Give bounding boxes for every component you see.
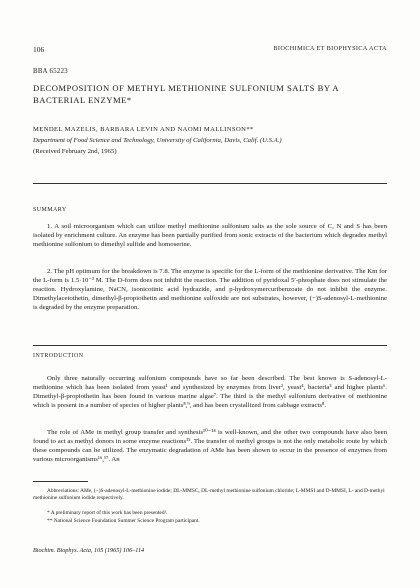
footnote-abbreviations: Abbreviations: AMe, (−)S-adenosyl-L-methionine iodide; DL-MMSC, DL-methyl methionine sulfonium chloride; L-MMSI and D-MMSI, L- and D-methyl methionine sulfonium iodide respectively. xyxy=(33,488,385,501)
received-date: (Received February 2nd, 1965) xyxy=(33,148,117,155)
summary-item: 2. The pH optimum for the breakdown is 7.8. The enzyme is specific for the L-form of the methionine derivative. The Km for the L-form is 1.5·10⁻³ M. The D-form does not inhibit the reaction. The addition of pyridoxal 5′-phosphate does not stimulate the reaction. Hydroxylamine, NaCN, isonicotinic acid hydrazide, and p-hydroxymercuribenzoate do not inhibit the enzyme. Dimethylacetothetin, dimethyl-β-propiothetin and methionine sulfoxide are not substrates, however, (−)S-adenosyl-L-methionine is degraded by the enzyme preparation. xyxy=(33,268,387,311)
introduction-paragraph: The role of AMe in methyl group transfer and synthesis¹⁰⁻¹⁴ is well-known, and the other two compounds have also been found to act as methyl donors in some enzyme reactions¹⁵. The transfer of methyl groups is not the only metabolic route by which these compounds can be utilized. The enzymatic degradation of AMe has been shown to occur in the presence of enzymes from various microorganisms¹⁶,¹⁷. An xyxy=(33,429,387,463)
introduction-heading: INTRODUCTION xyxy=(33,353,84,359)
footnote-rule xyxy=(33,481,88,482)
article-authors: MENDEL MAZELIS, BARBARA LEVIN AND NAOMI MALLINSON** xyxy=(33,126,254,133)
summary-bottom-rule xyxy=(33,345,387,346)
summary-top-rule xyxy=(33,183,387,184)
running-header-journal: BIOCHIMICA ET BIOPHYSICA ACTA xyxy=(273,45,387,52)
summary-item: 1. A soil microorganism which can utilize methyl methionine sulfonium salts as the sole source of C, N and S has been isolated by enrichment culture. An enzyme has been partially purified from sonic extracts of the bacterium which degrades methyl methionine sulfonium to dimethyl sulfide and homoserine. xyxy=(33,223,387,248)
page-number: 106 xyxy=(33,45,45,54)
article-code: BBA 65223 xyxy=(33,68,68,75)
introduction-paragraph: Only three naturally occurring sulfonium compounds have so far been described. The best known is S-adenosyl-L-methionine which has been isolated from yeast¹ and synthesized by enzymes from liver², yeast⁴, bacteria⁵ and higher plants⁶. Dimethyl-β-propiothetin has been found in various marine algae⁷. The third is the methyl sulfonium derivative of methionine which is present in a number of species of higher plants⁸,⁹, and has been crystallized from cabbage extracts⁸. xyxy=(33,375,387,409)
footnote: ** National Science Foundation Summer Science Program participant. xyxy=(47,518,200,524)
journal-citation: Biochim. Biophys. Acta, 105 (1965) 106–114 xyxy=(33,547,145,554)
footnote: * A preliminary report of this work has been presented¹. xyxy=(47,510,168,516)
author-affiliation: Department of Food Science and Technology, University of California, Davis, Calif. (U.S.A.) xyxy=(33,137,282,144)
summary-heading: SUMMARY xyxy=(33,207,67,213)
article-title: DECOMPOSITION OF METHYL METHIONINE SULFONIUM SALTS BY A BACTERIAL ENZYME* xyxy=(33,83,339,105)
